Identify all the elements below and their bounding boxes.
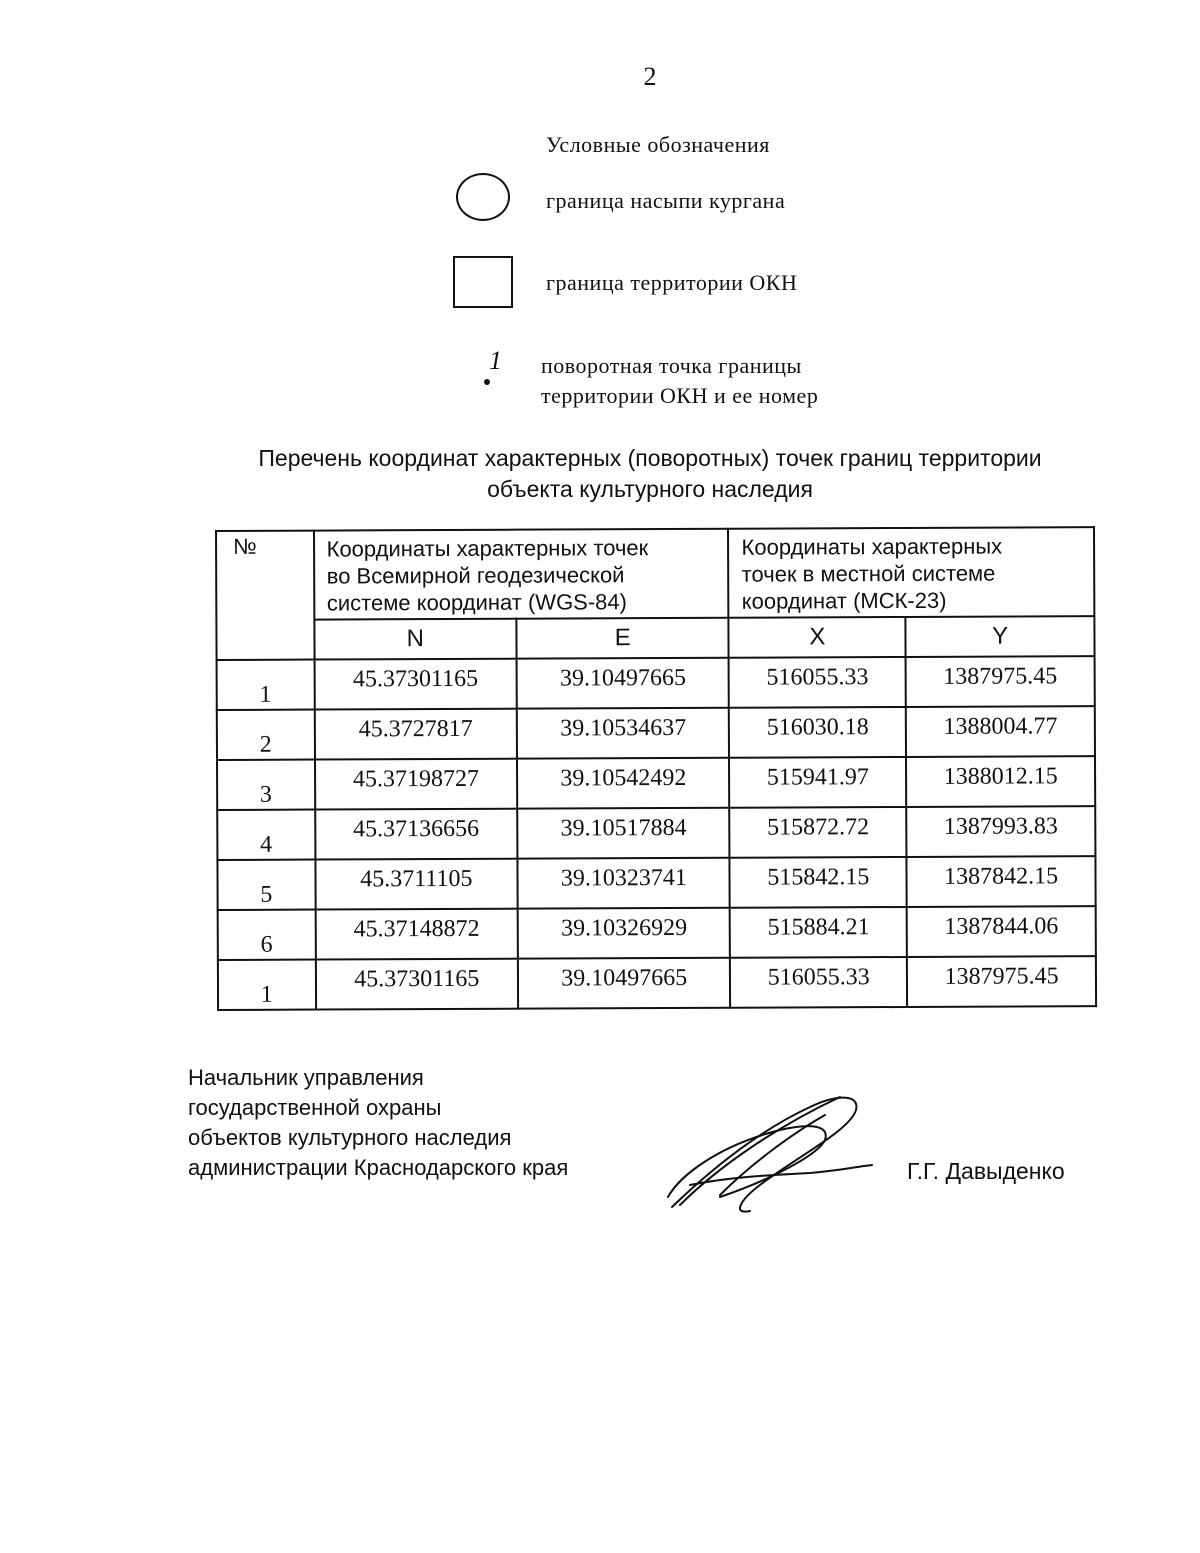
table-row xyxy=(217,756,1095,810)
legend-label-turning-point-line-2: территории ОКН и ее номер xyxy=(541,383,819,408)
cell-msk-x: 516030.18 xyxy=(729,707,906,758)
table-subheader-row xyxy=(216,616,1094,660)
column-header-y: Y xyxy=(906,616,1095,657)
signature-block xyxy=(188,1063,568,1183)
table-title-line-1: Перечень координат характерных (поворотных) точек границ территории xyxy=(258,445,1042,471)
cell-longitude-e: 39.10497665 xyxy=(517,658,729,709)
cell-longitude-e: 39.10497665 xyxy=(518,958,730,1009)
cell-msk-y: 1387993.83 xyxy=(906,806,1095,857)
cell-msk-y: 1387844.06 xyxy=(907,906,1096,957)
cell-longitude-e: 39.10323741 xyxy=(518,858,730,909)
cell-point-number: 6 xyxy=(218,910,316,960)
legend-label-turning-point xyxy=(541,351,818,411)
cell-point-number: 4 xyxy=(217,810,315,860)
wgs84-header-line-2: во Всемирной геодезической xyxy=(326,562,625,589)
cell-msk-x: 516055.33 xyxy=(730,957,907,1008)
msk23-header-line-2: точек в местной системе xyxy=(741,560,996,587)
signer-name: Г.Г. Давыденко xyxy=(907,1158,1065,1184)
cell-point-number: 1 xyxy=(217,660,315,710)
cell-longitude-e: 39.10326929 xyxy=(518,908,730,959)
handwritten-signature xyxy=(660,1085,880,1220)
table-row xyxy=(218,956,1096,1010)
cell-latitude-n: 45.3727817 xyxy=(314,709,517,760)
legend-label-territory-boundary: граница территории ОКН xyxy=(546,270,798,295)
msk23-header-line-3: координат (МСК-23) xyxy=(741,587,947,614)
cell-latitude-n: 45.37198727 xyxy=(315,759,518,810)
table-row xyxy=(218,906,1096,960)
msk23-header-line-1: Координаты характерных xyxy=(741,533,1003,560)
cell-msk-x: 515884.21 xyxy=(730,907,907,958)
column-group-header-msk23 xyxy=(728,527,1094,618)
cell-msk-y: 1387842.15 xyxy=(907,856,1096,907)
column-header-n: N xyxy=(314,619,517,660)
signer-position-line-2: государственной охраны xyxy=(188,1095,442,1120)
territory-boundary-square-icon xyxy=(453,256,513,308)
cell-msk-y: 1388012.15 xyxy=(906,756,1095,807)
signer-position-line-3: объектов культурного наследия xyxy=(188,1125,512,1150)
table-title-line-2: объекта культурного наследия xyxy=(487,476,813,502)
cell-latitude-n: 45.37301165 xyxy=(315,959,518,1010)
turning-point-dot-icon xyxy=(484,379,490,385)
cell-point-number: 3 xyxy=(217,760,315,810)
legend-label-turning-point-line-1: поворотная точка границы xyxy=(541,353,802,378)
cell-point-number: 5 xyxy=(217,860,315,910)
mound-boundary-circle-icon xyxy=(456,173,510,221)
cell-msk-x: 515842.15 xyxy=(730,857,907,908)
column-group-header-wgs84 xyxy=(314,529,729,620)
cell-msk-x: 516055.33 xyxy=(729,657,906,708)
table-title xyxy=(215,443,1085,505)
cell-point-number: 2 xyxy=(217,710,315,760)
table-row xyxy=(217,656,1095,710)
cell-latitude-n: 45.37301165 xyxy=(314,659,517,710)
column-header-e: E xyxy=(517,618,729,659)
wgs84-header-line-3: системе координат (WGS-84) xyxy=(326,589,628,616)
turning-point-number-marker: 1 xyxy=(489,346,502,375)
table-row xyxy=(217,806,1095,860)
cell-point-number: 1 xyxy=(218,960,316,1010)
signer-position-line-1: Начальник управления xyxy=(188,1065,424,1090)
wgs84-header-line-1: Координаты характерных точек xyxy=(326,535,649,562)
table-row xyxy=(217,856,1095,910)
legend-label-mound-boundary: граница насыпи кургана xyxy=(546,188,786,213)
cell-msk-x: 515872.72 xyxy=(730,807,907,858)
cell-latitude-n: 45.37148872 xyxy=(315,909,518,960)
cell-longitude-e: 39.10517884 xyxy=(517,808,729,859)
cell-longitude-e: 39.10534637 xyxy=(517,708,729,759)
cell-latitude-n: 45.37136656 xyxy=(315,809,518,860)
cell-msk-y: 1387975.45 xyxy=(907,956,1096,1007)
table-header-row xyxy=(216,527,1094,620)
column-header-number: № xyxy=(216,531,314,660)
cell-msk-y: 1387975.45 xyxy=(906,656,1095,707)
coordinates-table xyxy=(215,526,1097,1011)
cell-longitude-e: 39.10542492 xyxy=(517,758,729,809)
cell-msk-x: 515941.97 xyxy=(729,757,906,808)
cell-latitude-n: 45.3711105 xyxy=(315,859,518,910)
table-row xyxy=(217,706,1095,760)
legend-title: Условные обозначения xyxy=(546,132,770,157)
signer-position-line-4: администрации Краснодарского края xyxy=(188,1155,569,1180)
column-header-x: X xyxy=(729,617,906,658)
cell-msk-y: 1388004.77 xyxy=(906,706,1095,757)
page-number: 2 xyxy=(643,62,657,91)
